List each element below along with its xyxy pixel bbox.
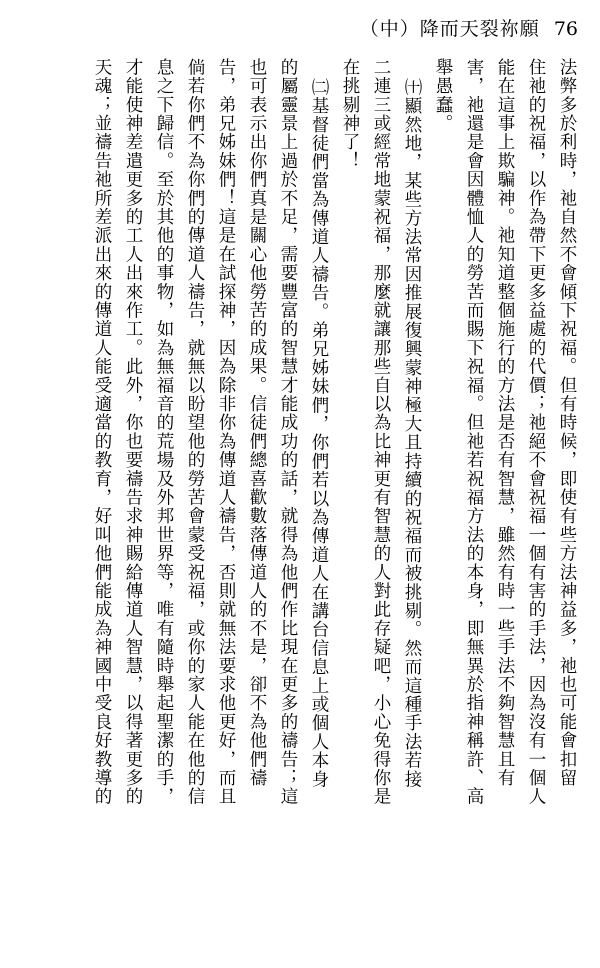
page-number: 76 [553, 18, 578, 40]
page-header-title: （中）降而天裂祢願 [359, 18, 540, 40]
page-header [360, 14, 578, 41]
text-column: 才能使神差遣更多的工人出來作工。此外，你也要禱告求神賜給傳道人智慧，以得著更多的 [123, 58, 143, 806]
text-column: 天魂；並禱告祂所差派出來的傳道人能受適當的教育，好叫他們能成為神國中受良好教導的 [92, 58, 112, 806]
text-column: 舉愚蠢。 [433, 58, 453, 133]
text-column: 告，弟兄姊妹們！這是在試探神，因為除非你為傳道人禱告，否則就無法要求他更好，而且 [216, 58, 236, 806]
text-column: 也可表示出你們真是關心他勞苦的成果。信徒們總喜歡數落傳道人的不是，卻不為他們禱 [247, 58, 267, 788]
text-column: ㈩顯然地，某些方法常因推展復興蒙神極大且持續的祝福而被挑剔。然而這種手法若接 [402, 78, 422, 789]
text-column: 害，祂還是會因體恤人的勞苦而賜下祝福。但祂若祝福方法的本身，即無異於指神稱許、高 [464, 58, 484, 806]
vertical-text-body [18, 58, 582, 960]
text-column: ㈡基督徒們當為傳道人禱告。弟兄姊妹們，你們若以為傳道人在講台信息上或個人本身 [309, 78, 329, 789]
text-column: 法弊多於利時，祂自然不會傾下祝福。但有時候，即使有些方法神益多，祂也可能會扣留 [557, 58, 577, 788]
text-column: 息之下歸信。至於其他的事物，如為無福音的荒場及外邦世界等，唯有隨時舉起聖潔的手， [154, 58, 174, 806]
text-column: 住祂的祝福，以作為帶下更多益處的代價；祂絕不會祝福一個有害的手法，因為沒有一個人 [526, 58, 546, 806]
text-column: 能在這事上欺騙神。祂知道整個施行的方法是否有智慧，雖然有時一些手法不夠智慧且有 [495, 58, 515, 788]
text-column: 的屬靈景上過於不足，需要豐富的智慧才能成功的話，就得為他們作比現在更多的禱告；這 [278, 58, 298, 806]
text-column: 倘若你們不為你們的傳道人禱告，就無以盼望他的勞苦會蒙受祝福，或你的家人能在他的信 [185, 58, 205, 806]
text-column: 在挑剔神了！ [340, 58, 360, 171]
text-column: 二連三或經常地蒙祝福，那麼就讓那些自以為比神更有智慧的人對此存疑吧，小心免得你是 [371, 58, 391, 806]
